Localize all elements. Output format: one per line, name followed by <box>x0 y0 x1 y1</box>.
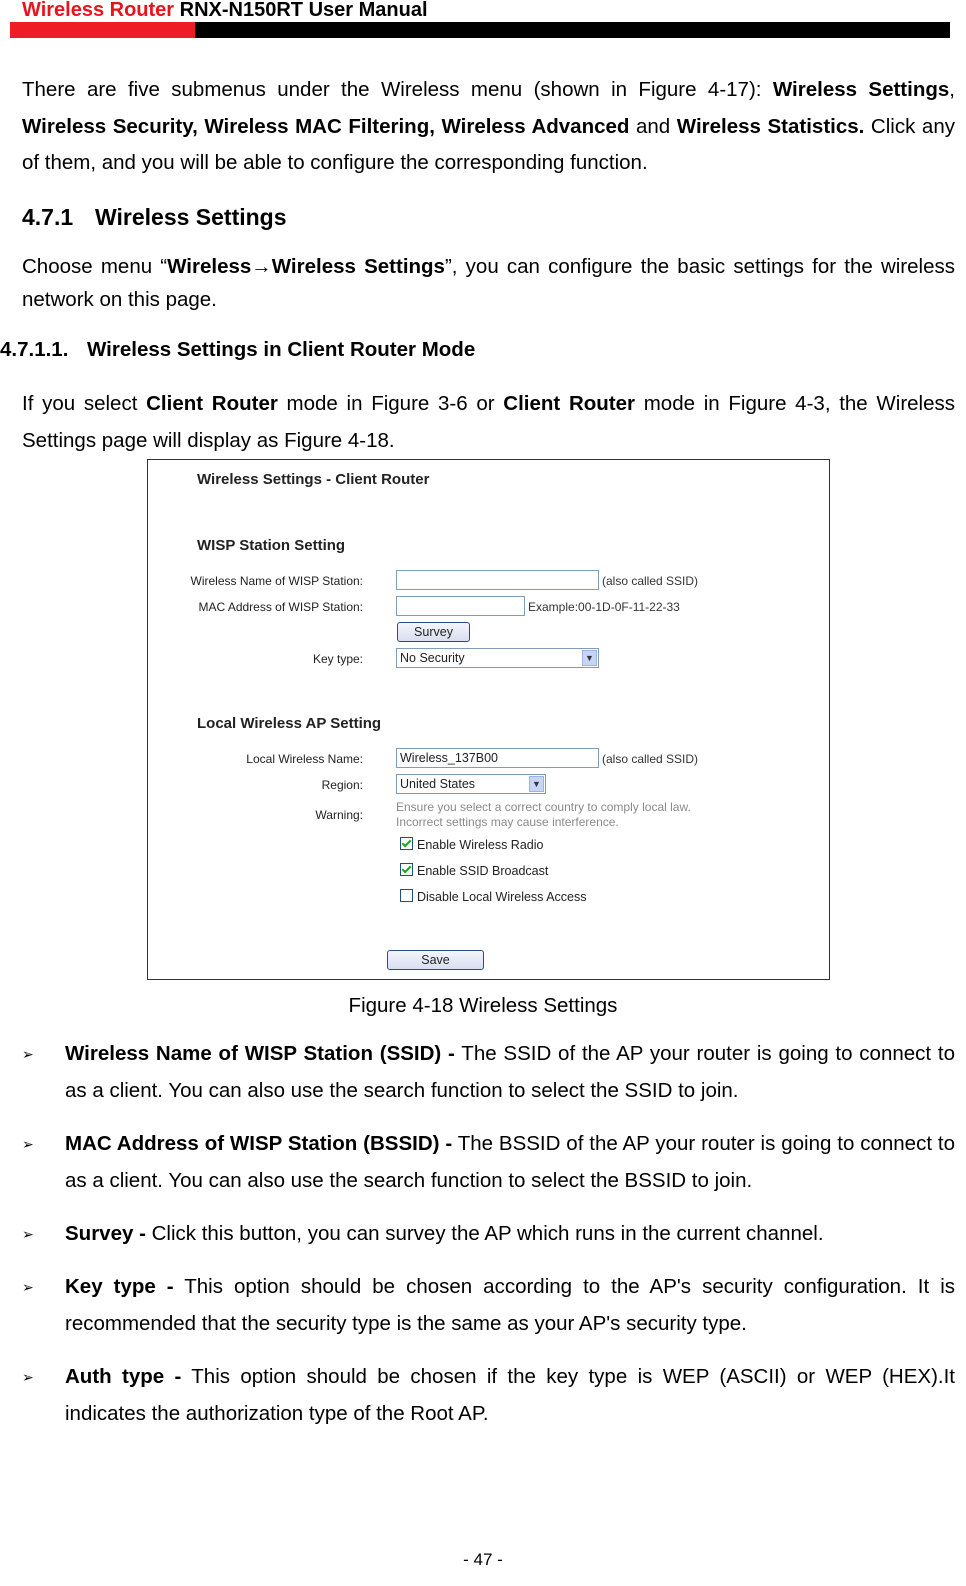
wisp-name-note: (also called SSID) <box>602 574 699 588</box>
chevron-down-icon: ▼ <box>582 650 597 666</box>
local-name-input[interactable]: Wireless_137B00 <box>396 748 599 768</box>
wisp-name-label: Wireless Name of WISP Station: <box>190 574 363 588</box>
header-bar-accent <box>10 22 195 38</box>
bullet-description: This option should be chosen if the key type is WEP (ASCII) or WEP (HEX).It indicates the authorization type of the Root AP. <box>65 1365 955 1425</box>
key-type-select[interactable] <box>396 648 599 668</box>
wisp-name-input[interactable] <box>396 570 599 590</box>
ap-section-title: Local Wireless AP Setting <box>197 715 382 732</box>
warning-line-1: Ensure you select a correct country to comply local law. <box>396 800 691 814</box>
intro-text-2: , <box>949 78 955 101</box>
list-item <box>22 1269 955 1342</box>
wisp-section-title: WISP Station Setting <box>197 537 346 554</box>
header-model-title: RNX-N150RT User Manual <box>179 0 428 21</box>
checkbox-checked-icon <box>400 837 413 850</box>
list-item <box>22 1036 955 1109</box>
key-type-value: No Security <box>400 651 465 665</box>
enable-wireless-radio-checkbox[interactable] <box>400 837 543 852</box>
intro-bold-1: Wireless Settings <box>772 78 950 101</box>
section-4711-text-3: mode in Figure 4-3, the Wireless Settings page will display as Figure 4-18. <box>22 392 956 452</box>
bullet-term: Wireless Name of WISP Station (SSID) - <box>65 1042 455 1065</box>
list-item <box>22 1216 955 1253</box>
intro-text-4: Click any of them, and you will be able to configure the corresponding function. <box>22 114 955 174</box>
header-brand: Wireless Router <box>22 0 175 21</box>
key-type-label: Key type: <box>312 652 363 666</box>
bullet-term: Key type - <box>65 1275 174 1298</box>
bullet-term: Auth type - <box>65 1365 182 1388</box>
intro-text-1: There are five submenus under the Wireless menu (shown in Figure 4-17): <box>22 78 773 101</box>
figure-title: Wireless Settings - Client Router <box>197 471 430 488</box>
arrow-bullet-icon: ➢ <box>22 1226 34 1242</box>
mac-address-note: Example:00-1D-0F-11-22-33 <box>528 600 680 614</box>
section-title-4711: Wireless Settings in Client Router Mode <box>87 338 476 361</box>
bullet-description: The BSSID of the AP your router is going to connect to as a client. You can also use the search function to select the BSSID to join. <box>65 1132 955 1192</box>
section-471-text-2: ”, you can configure the basic settings for the wireless network on this page. <box>22 255 955 311</box>
intro-bold-2: Wireless Security, Wireless MAC Filtering, Wireless Advanced <box>22 114 630 138</box>
section-4711-text-2: mode in Figure 3-6 or <box>277 392 504 415</box>
section-title-471: Wireless Settings <box>95 204 287 230</box>
bullet-term: MAC Address of WISP Station (BSSID) - <box>65 1132 453 1155</box>
bullet-description: This option should be chosen according to the AP's security configuration. It is recommended that the security type is the same as your AP's security type. <box>65 1275 955 1335</box>
intro-bold-3: Wireless Statistics. <box>676 114 865 138</box>
warning-label: Warning: <box>315 808 363 822</box>
section-heading-4711 <box>0 338 475 362</box>
section-471-text-1: Choose menu “ <box>22 255 168 278</box>
local-name-label: Local Wireless Name: <box>246 752 363 766</box>
list-item <box>22 1126 955 1199</box>
local-name-note: (also called SSID) <box>602 752 699 766</box>
survey-button[interactable]: Survey <box>397 622 470 642</box>
mac-address-label: MAC Address of WISP Station: <box>198 600 363 614</box>
section-471-paragraph <box>22 250 955 316</box>
region-value: United States <box>400 777 476 791</box>
section-heading-471 <box>22 204 287 231</box>
section-4711-text-1: If you select <box>22 392 147 415</box>
wireless-settings-figure <box>147 459 830 980</box>
warning-line-2: Incorrect settings may cause interference. <box>396 815 619 829</box>
page-number: - 47 - <box>463 1550 503 1569</box>
bullet-description: Click this button, you can survey the AP which runs in the current channel. <box>145 1222 824 1245</box>
disable-local-wireless-label: Disable Local Wireless Access <box>417 890 587 904</box>
mac-address-input[interactable] <box>396 596 525 616</box>
warning-text <box>396 800 691 830</box>
disable-local-wireless-checkbox[interactable] <box>400 889 587 904</box>
region-select[interactable] <box>396 774 546 794</box>
arrow-bullet-icon: ➢ <box>22 1369 34 1385</box>
section-4711-bold-2: Client Router <box>503 392 636 415</box>
section-number-471: 4.7.1 <box>22 204 74 230</box>
save-button[interactable]: Save <box>387 950 484 970</box>
figure-caption: Figure 4-18 Wireless Settings <box>348 994 618 1017</box>
header-bar <box>10 22 950 38</box>
intro-paragraph <box>22 72 955 182</box>
document-header <box>22 0 428 22</box>
enable-wireless-radio-label: Enable Wireless Radio <box>417 838 544 852</box>
arrow-bullet-icon: ➢ <box>22 1046 34 1062</box>
checkbox-unchecked-icon <box>400 889 413 902</box>
region-label: Region: <box>321 778 363 792</box>
chevron-down-icon: ▼ <box>529 776 544 792</box>
enable-ssid-broadcast-label: Enable SSID Broadcast <box>417 864 549 878</box>
arrow-bullet-icon: ➢ <box>22 1136 34 1152</box>
intro-text-3: and <box>629 114 677 138</box>
enable-ssid-broadcast-checkbox[interactable] <box>400 863 548 878</box>
checkbox-checked-icon <box>400 863 413 876</box>
section-number-4711: 4.7.1.1. <box>0 338 69 361</box>
section-4711-bold-1: Client Router <box>146 392 278 415</box>
bullet-description: The SSID of the AP your router is going to connect to as a client. You can also use the search function to select the SSID to join. <box>65 1042 955 1102</box>
bullet-term: Survey - <box>65 1222 146 1245</box>
section-471-bold-1: Wireless→Wireless Settings <box>167 255 445 278</box>
section-4711-paragraph <box>22 386 955 459</box>
list-item <box>22 1359 955 1432</box>
arrow-bullet-icon: ➢ <box>22 1279 34 1295</box>
